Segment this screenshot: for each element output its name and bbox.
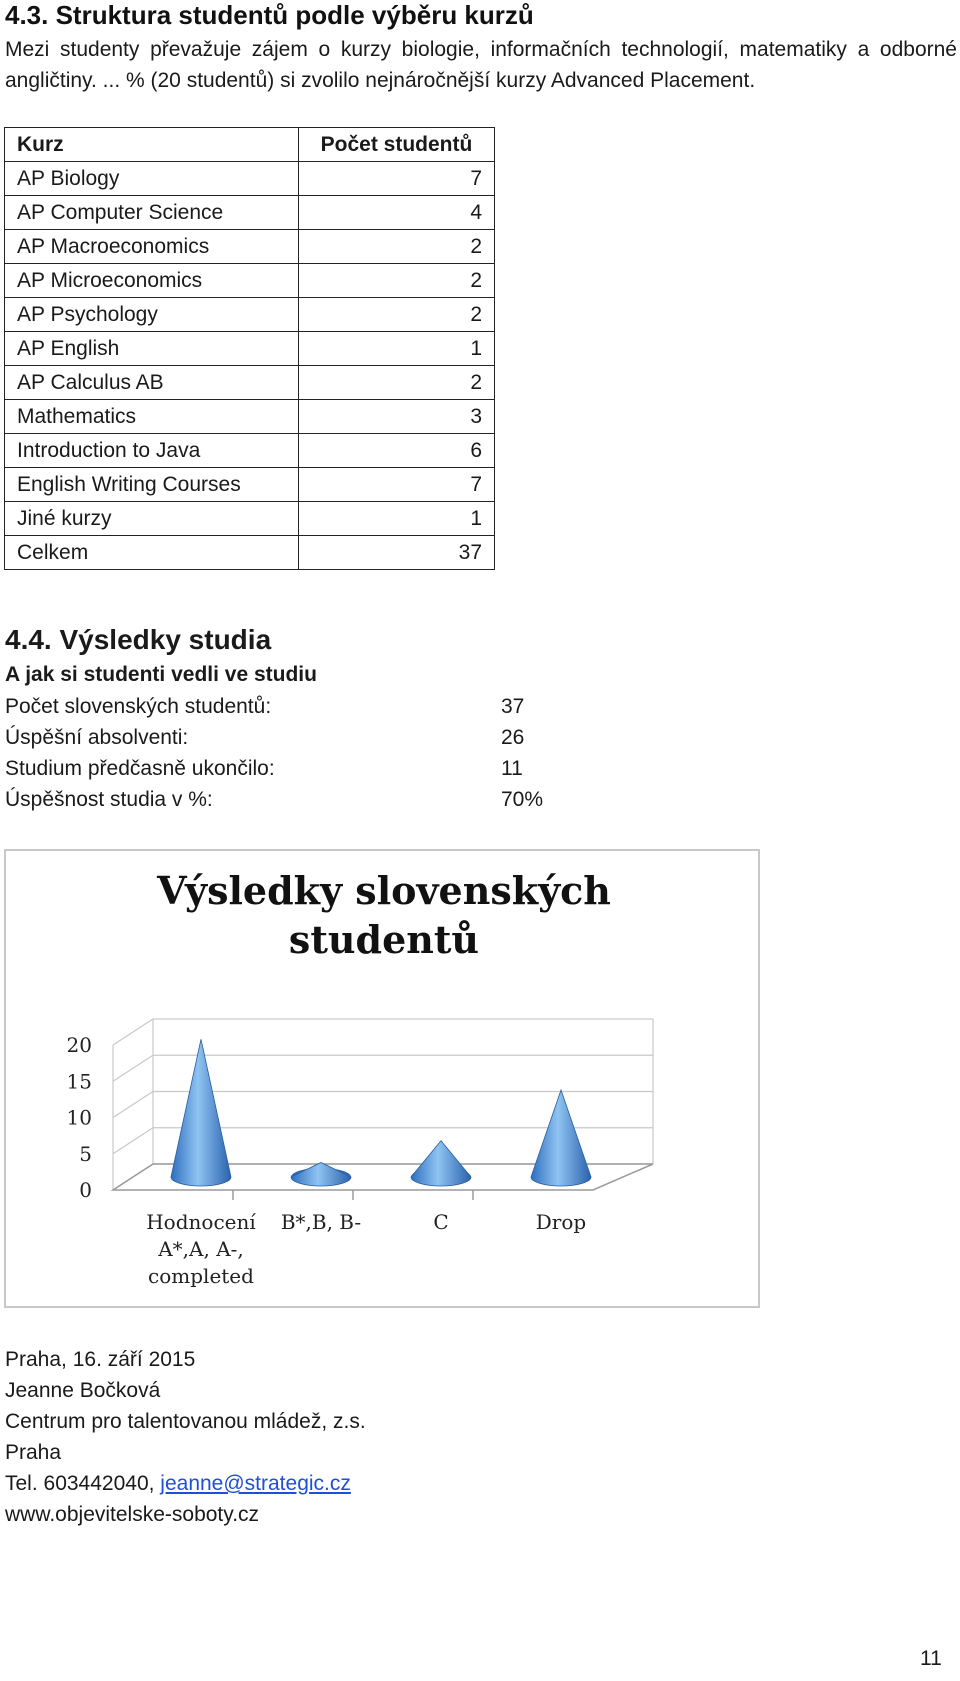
stat-label: Studium předčasně ukončilo: [5,757,275,780]
stat-value: 26 [501,726,525,749]
table-row [5,162,495,196]
course-name: AP English [5,332,299,366]
course-table-header [5,128,495,162]
footer-contact [5,1472,351,1496]
course-name: AP Psychology [5,298,299,332]
course-name: Mathematics [5,400,299,434]
y-tick-label: 15 [66,1069,92,1094]
footer-website: www.objevitelske-soboty.cz [5,1503,260,1526]
x-category-label: Drop [535,1210,587,1234]
course-count: 6 [299,434,495,468]
table-row-total [5,536,495,570]
stat-label: Počet slovenských studentů: [5,695,272,718]
section-4-3-paragraph: Mezi studenty převažuje zájem o kurzy biologie, informačních technologií, matematiky a odborné angličtiny. ... % (20 studentů) si zvolilo nejnáročnější kurzy Advanced Placement. [5,38,957,92]
x-category-label: B*,B, B- [280,1210,362,1234]
footer-city: Praha [5,1441,62,1464]
course-name: AP Macroeconomics [5,230,299,264]
chart-cone [171,1039,231,1186]
footer-email-link[interactable]: jeanne@strategic.cz [160,1472,351,1495]
course-count: 2 [299,230,495,264]
course-name: Celkem [5,536,299,570]
table-row [5,502,495,536]
chart-title: studentů [288,917,480,962]
chart-title: Výsledky slovenských [157,868,611,913]
course-name: English Writing Courses [5,468,299,502]
table-row [5,332,495,366]
table-row [5,230,495,264]
results-chart-svg [6,851,758,1306]
chart-cone [291,1163,351,1187]
stat-value: 70% [501,788,544,811]
y-tick-label: 0 [79,1178,92,1202]
section-4-4-title: 4.4. Výsledky studia [5,624,272,655]
course-count: 3 [299,400,495,434]
count-column-header: Počet studentů [299,128,495,162]
course-name: Introduction to Java [5,434,299,468]
results-chart [4,849,760,1308]
course-count: 4 [299,196,495,230]
table-row [5,434,495,468]
course-count: 1 [299,502,495,536]
table-row [5,298,495,332]
page-number: 11 [920,1647,942,1670]
course-name: AP Computer Science [5,196,299,230]
course-name: Jiné kurzy [5,502,299,536]
table-row [5,366,495,400]
stat-label: Úspěšní absolventi: [5,726,189,749]
stat-label: Úspěšnost studia v %: [5,788,213,811]
course-count: 37 [299,536,495,570]
footer-date: Praha, 16. září 2015 [5,1348,196,1371]
footer-phone: Tel. 603442040, [5,1472,161,1495]
x-category-label: C [433,1210,449,1234]
chart-gridline [113,1019,653,1045]
table-row [5,196,495,230]
y-tick-label: 5 [79,1141,92,1166]
stat-value: 11 [501,757,523,780]
footer-name: Jeanne Bočková [5,1379,161,1402]
table-row [5,264,495,298]
course-count: 7 [299,468,495,502]
section-4-3-title: 4.3. Struktura studentů podle výběru kurzů [5,0,534,30]
y-tick-label: 10 [66,1105,92,1130]
x-category-label: Hodnocení A*,A, A-, completed [146,1210,256,1288]
course-table [4,127,495,570]
course-name: AP Calculus AB [5,366,299,400]
footer-organization: Centrum pro talentovanou mládež, z.s. [5,1410,366,1433]
course-column-header: Kurz [5,128,299,162]
course-count: 2 [299,366,495,400]
table-row [5,468,495,502]
course-name: AP Biology [5,162,299,196]
stat-value: 37 [501,695,525,718]
course-name: AP Microeconomics [5,264,299,298]
course-count: 2 [299,298,495,332]
course-count: 1 [299,332,495,366]
table-row [5,400,495,434]
chart-cone [531,1090,591,1186]
course-count: 7 [299,162,495,196]
course-count: 2 [299,264,495,298]
y-tick-label: 20 [66,1033,92,1057]
section-4-4-subtitle: A jak si studenti vedli ve studiu [5,663,317,686]
